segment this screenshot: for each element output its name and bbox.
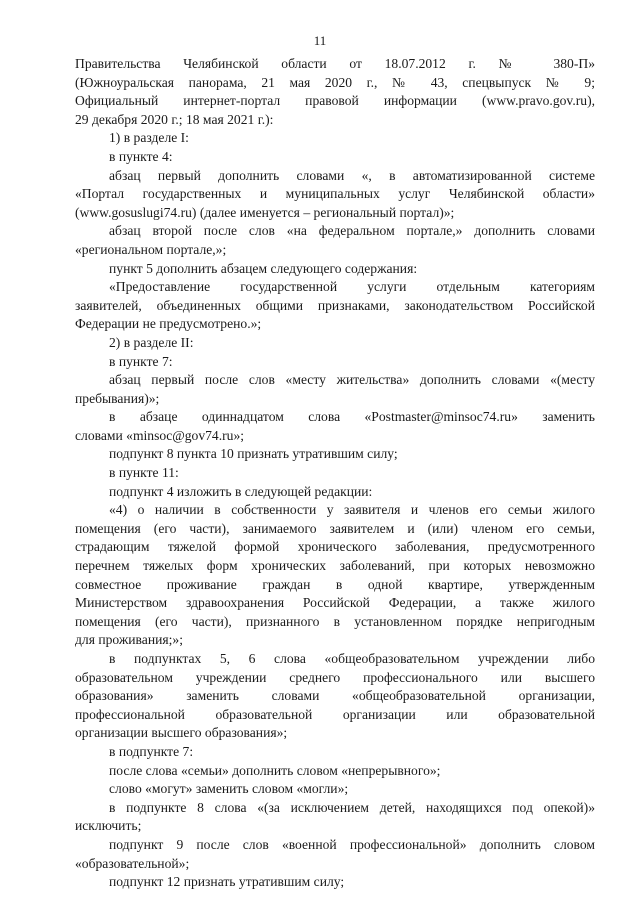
document-body xyxy=(75,55,595,892)
text-line: образования» заменить словами «общеобразовательной организации, xyxy=(75,688,595,704)
text-line: «4) о наличии в собственности у заявителя и членов его семьи жилого xyxy=(109,502,595,518)
text-line: в подпунктах 5, 6 слова «общеобразовательном учреждении либо xyxy=(109,651,595,666)
text-line: в подпункте 7: xyxy=(109,743,194,759)
text-line: словами «minsoc@gov74.ru»; xyxy=(75,427,245,443)
text-line: в пункте 4: xyxy=(109,148,173,164)
text-line: для проживания;»; xyxy=(75,632,183,648)
text-line: в пункте 7: xyxy=(109,353,173,369)
text-line: абзац второй после слов «на федеральном портале,» дополнить словами xyxy=(109,223,595,239)
text-line: (Южноуральская панорама, 21 мая 2020 г., № 43, спецвыпуск № 9; xyxy=(75,74,595,90)
text-line: 29 декабря 2020 г.; 18 мая 2021 г.): xyxy=(75,111,274,127)
text-line: (www.gosuslugi74.ru) (далее именуется – региональный портал)»; xyxy=(75,204,455,220)
text-line: в подпункте 8 слова «(за исключением детей, находящихся под опекой)» xyxy=(109,799,595,815)
text-line: после слова «семьи» дополнить словом «непрерывного»; xyxy=(109,762,441,778)
text-line: Министерством здравоохранения Российской Федерации, а также жилого xyxy=(75,595,595,611)
text-line: подпункт 12 признать утратившим силу; xyxy=(109,874,345,890)
text-line: заявителей, объединенных общими признаками, законодательством Российской xyxy=(75,297,595,313)
text-line: помещения (его части), признанного в установленном порядке непригодным xyxy=(75,613,595,629)
text-line: «Портал государственных и муниципальных услуг Челябинской области» xyxy=(75,186,595,202)
text-line: организации высшего образования»; xyxy=(75,725,288,741)
text-line: образовательном учреждении среднего профессионального или высшего xyxy=(75,669,595,685)
text-line: 1) в разделе I: xyxy=(109,130,189,146)
text-line: профессиональной образовательной организации или образовательной xyxy=(75,706,595,722)
text-line: абзац первый после слов «месту жительства» дополнить словами «(месту xyxy=(109,372,595,388)
text-line: помещения (его части), занимаемого заявителем и (или) членом его семьи, xyxy=(75,520,595,536)
text-line: «Предоставление государственной услуги отдельным категориям xyxy=(109,279,595,295)
text-line: пункт 5 дополнить абзацем следующего содержания: xyxy=(109,260,418,276)
text-line: совместное проживание граждан в одной квартире, утвержденным xyxy=(75,576,595,592)
text-line: слово «могут» заменить словом «могли»; xyxy=(109,781,349,797)
text-line: «региональном портале,»; xyxy=(75,241,227,257)
text-line: Правительства Челябинской области от 18.07.2012 г. № 380-П» xyxy=(75,56,595,71)
text-line: абзац первый дополнить словами «, в автоматизированной системе xyxy=(109,167,595,183)
text-line: перечнем тяжелых форм хронических заболеваний, при которых невозможно xyxy=(75,558,595,574)
page-number: 11 xyxy=(313,33,327,48)
text-line: в пункте 11: xyxy=(109,465,179,481)
text-line: «образовательной»; xyxy=(75,855,190,871)
text-line: подпункт 8 пункта 10 признать утратившим силу; xyxy=(109,446,398,462)
text-line: Официальный интернет-портал правовой информации (www.pravo.gov.ru), xyxy=(75,93,595,109)
text-line: Федерации не предусмотрено.»; xyxy=(75,316,262,332)
text-line: 2) в разделе II: xyxy=(109,334,194,350)
text-line: страдающим тяжелой формой хронического заболевания, предусмотренного xyxy=(75,539,595,555)
text-line: исключить; xyxy=(75,818,142,834)
text-line: пребывания)»; xyxy=(75,390,160,406)
text-line: подпункт 9 после слов «военной профессиональной» дополнить словом xyxy=(109,836,595,852)
text-line: подпункт 4 изложить в следующей редакции: xyxy=(109,483,373,499)
text-line: в абзаце одиннадцатом слова «Postmaster@minsoc74.ru» заменить xyxy=(109,409,595,425)
